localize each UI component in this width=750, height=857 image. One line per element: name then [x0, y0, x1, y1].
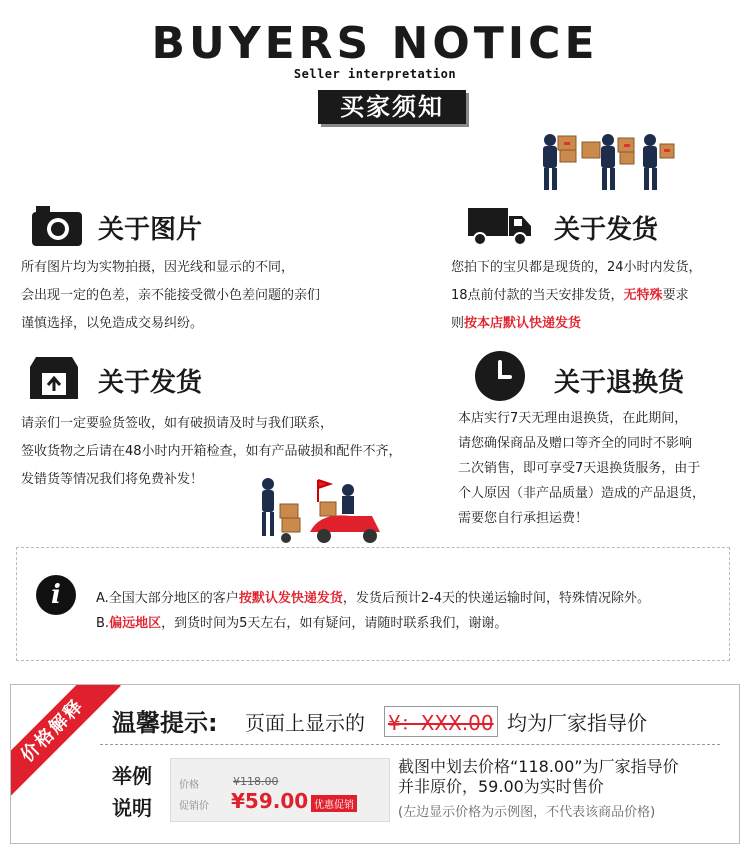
explanation-line: 并非原价，59.00为实时售价 — [398, 777, 604, 796]
section-banner: 买家须知 — [318, 90, 466, 124]
sample-price-card — [170, 758, 390, 822]
warm-tip-label: 温馨提示: — [112, 709, 218, 737]
pictures-line: 所有图片均为实物拍摄，因光线和显示的不同， — [21, 260, 295, 275]
price-explanation — [398, 757, 679, 797]
explanation-line: 截图中划去价格“118.00”为厂家指导价 — [398, 757, 679, 776]
warm-tip-text: 页面上显示的 — [245, 711, 365, 735]
inspection-line: 签收货物之后请在48小时内开箱检查，如有产品破损和配件不齐， — [21, 444, 402, 459]
returns-line: 个人原因（非产品质量）造成的产品退货， — [458, 486, 706, 501]
shipping-text: 则 — [451, 316, 465, 331]
scooter-delivery-illustration — [250, 476, 390, 546]
notice-highlight: 按默认发快递发货 — [238, 591, 343, 606]
notice-text: A.全国大部分地区的客户 — [96, 591, 239, 606]
sample-promo-tag: 优惠促销 — [311, 795, 357, 812]
shipping-text: 要求 — [662, 288, 689, 303]
section-title-shipping-right: 关于发货 — [554, 215, 659, 245]
pictures-line: 会出现一定的色差，亲不能接受微小色差问题的亲们 — [21, 288, 321, 303]
sample-price-label: 价格 — [179, 780, 199, 791]
section-title-pictures: 关于图片 — [98, 215, 203, 245]
page-title: BUYERS NOTICE — [151, 18, 599, 69]
info-icon: i — [36, 575, 76, 615]
warm-tip-tail: 均为厂家指导价 — [507, 711, 647, 735]
shipping-right-text — [451, 254, 741, 338]
example-label-line: 说明 — [112, 796, 152, 820]
example-label-line: 举例 — [112, 764, 152, 788]
shipping-highlight: 无特殊 — [623, 288, 663, 303]
truck-icon — [468, 206, 532, 246]
section-title-shipping-left: 关于发货 — [98, 368, 203, 398]
sample-old-price: ¥118.00 — [233, 775, 279, 788]
notice-text: B. — [96, 616, 110, 631]
returns-line: 请您确保商品及赠口等齐全的同时不影响 — [458, 436, 693, 451]
price-ribbon: 价格解释 — [10, 684, 121, 799]
notice-text: ，发货后预计2-4天的快递运输时间，特殊情况除外。 — [342, 591, 651, 606]
returns-line: 本店实行7天无理由退换货，在此期间， — [458, 411, 688, 426]
example-label — [112, 760, 152, 824]
delivery-workers-illustration — [530, 128, 680, 198]
returns-line: 需要您自行承担运费！ — [458, 511, 589, 526]
shipping-line — [451, 282, 741, 310]
shipping-text: 18点前付款的当天安排发货， — [451, 288, 624, 303]
sample-new-price: ¥59.00 — [231, 789, 309, 813]
inspection-line: 发错货等情况我们将免费补发！ — [21, 472, 204, 487]
camera-icon — [32, 204, 82, 246]
inspection-line: 请亲们一定要验货签收，如有破损请及时与我们联系， — [21, 416, 334, 431]
pictures-text — [21, 254, 421, 338]
divider — [100, 744, 720, 745]
explanation-note: (左边显示价格为示例图，不代表该商品价格) — [398, 805, 656, 820]
clock-icon — [474, 350, 526, 402]
placeholder-price: ¥：XXX.00 — [384, 706, 498, 737]
page-subtitle: Seller interpretation — [293, 67, 457, 81]
shipping-line: 您拍下的宝贝都是现货的，24小时内发货， — [451, 260, 702, 275]
notice-line-a — [96, 587, 650, 606]
returns-line: 二次销售，即可享受7天退换货服务，由于 — [458, 461, 701, 476]
sample-promo-label: 促销价 — [179, 801, 209, 812]
returns-text — [458, 406, 738, 531]
notice-line-b — [96, 612, 507, 631]
pictures-line: 谨慎选择，以免造成交易纠纷。 — [21, 316, 204, 331]
shipping-highlight: 按本店默认快递发货 — [464, 316, 582, 331]
section-title-returns: 关于退换货 — [554, 368, 685, 398]
shipping-line — [451, 310, 741, 338]
notice-text: ，到货时间为5天左右，如有疑问，请随时联系我们，谢谢。 — [161, 616, 508, 631]
package-icon — [28, 355, 80, 401]
notice-highlight: 偏远地区 — [109, 616, 162, 631]
